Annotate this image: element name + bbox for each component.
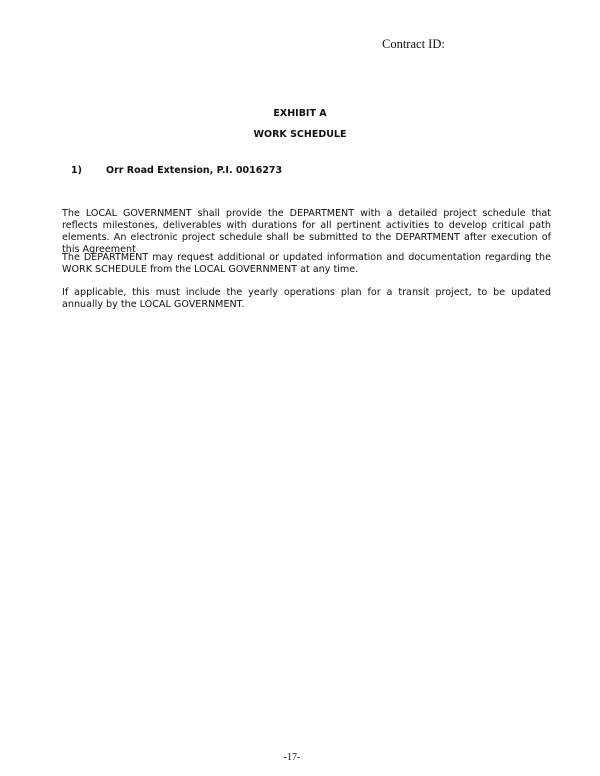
paragraph-department-request: The DEPARTMENT may request additional or updated information and documentation regarding the WORK SCHEDULE from the LOCAL GOVERNMENT at any time. bbox=[62, 252, 551, 275]
exhibit-title: EXHIBIT A bbox=[273, 108, 327, 119]
item-title: Orr Road Extension, P.I. 0016273 bbox=[106, 165, 283, 176]
item-number: 1) bbox=[71, 165, 82, 176]
paragraph-transit-plan: If applicable, this must include the yearly operations plan for a transit project, to be updated annually by the LOCAL GOVERNMENT. bbox=[62, 287, 551, 310]
page-number: -17- bbox=[283, 752, 301, 763]
paragraph-schedule-requirement: The LOCAL GOVERNMENT shall provide the DEPARTMENT with a detailed project schedule that reflects milestones, deliverables with durations for all pertinent activities to develop critical path elements. An electronic project schedule shall be submitted to the DEPARTMENT after execution of this Agreement bbox=[62, 208, 551, 255]
exhibit-subtitle: WORK SCHEDULE bbox=[253, 129, 347, 140]
contract-id-label: Contract ID: bbox=[382, 37, 445, 51]
